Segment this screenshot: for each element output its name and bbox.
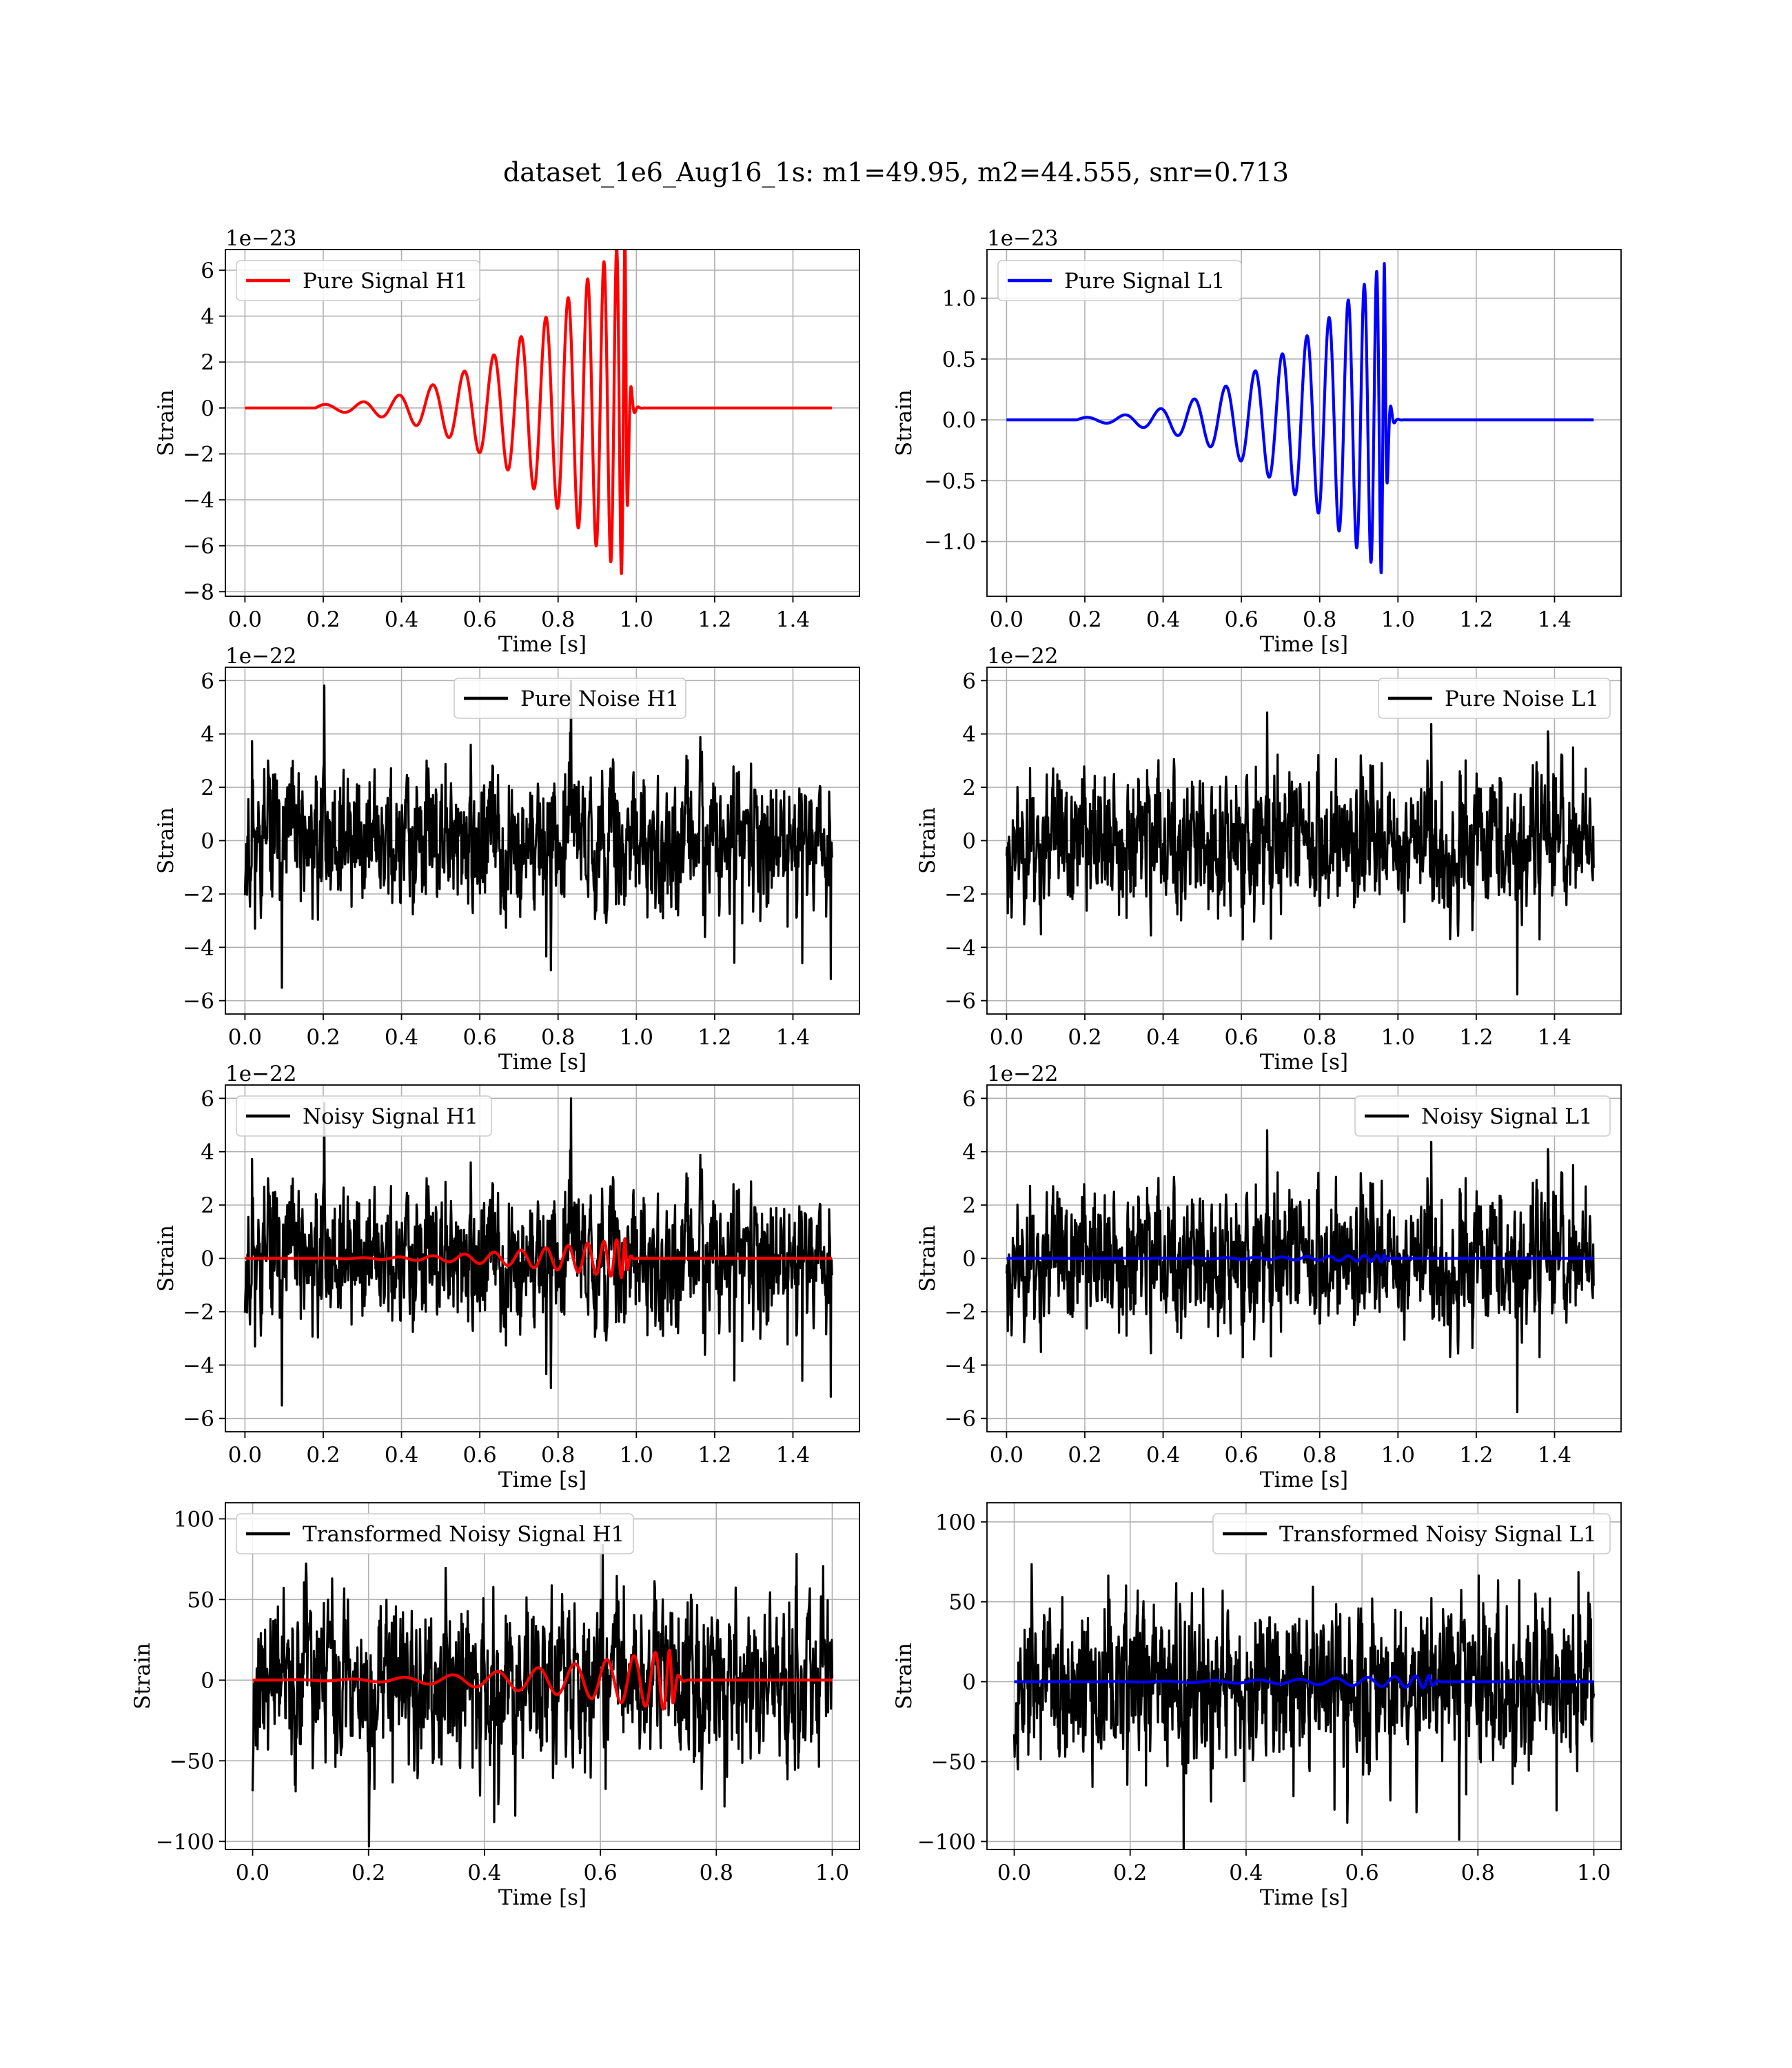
subplot-3: [154, 644, 859, 1075]
x-tick-label: 0.8: [1303, 1025, 1337, 1050]
axis-offset-text: 1e−22: [225, 644, 297, 669]
x-axis-label: Time [s]: [1259, 1468, 1349, 1492]
x-tick-label: 1.2: [698, 1025, 732, 1050]
x-axis-label: Time [s]: [1259, 1885, 1349, 1910]
axis-offset-text: 1e−23: [987, 226, 1059, 251]
legend: [236, 1096, 491, 1136]
y-tick-label: −100: [155, 1829, 214, 1855]
legend: [998, 261, 1241, 301]
subplot-1: [154, 226, 859, 657]
y-tick-label: −4: [183, 1353, 214, 1379]
x-tick-label: 0.4: [384, 1025, 419, 1050]
x-tick-label: 0.0: [235, 1861, 270, 1885]
y-axis-label: Strain: [154, 1225, 179, 1292]
y-tick-label: −2: [944, 1299, 976, 1325]
x-tick-label: 0.0: [227, 1025, 263, 1050]
x-tick-label: 0.0: [227, 1443, 263, 1468]
x-tick-label: 0.6: [1224, 607, 1259, 632]
x-axis-label: Time [s]: [1259, 1050, 1349, 1075]
y-tick-label: 0: [962, 829, 976, 854]
x-tick-label: 0.8: [1303, 607, 1337, 632]
figure-suptitle: dataset_1e6_Aug16_1s: m1=49.95, m2=44.555, snr=0.713: [502, 157, 1290, 187]
x-tick-label: 0.0: [227, 607, 263, 632]
x-tick-label: 1.0: [619, 1025, 653, 1050]
y-tick-label: −1.0: [924, 529, 976, 555]
y-tick-label: 1.0: [941, 286, 976, 312]
legend-label: Pure Noise L1: [1445, 687, 1599, 711]
y-axis-label: Strain: [130, 1643, 155, 1710]
x-tick-label: 0.8: [541, 607, 576, 632]
x-tick-label: 0.4: [384, 607, 419, 632]
x-tick-label: 0.0: [989, 607, 1024, 632]
y-tick-label: 4: [962, 722, 976, 747]
legend: [1378, 678, 1610, 718]
y-tick-label: 0: [201, 1668, 214, 1694]
x-tick-label: 1.2: [698, 1443, 732, 1468]
y-tick-label: 0.0: [941, 408, 976, 434]
x-tick-label: 0.2: [306, 607, 340, 632]
axis-offset-text: 1e−23: [225, 226, 297, 251]
x-tick-label: 1.4: [1537, 607, 1572, 632]
axis-offset-text: 1e−22: [225, 1062, 297, 1086]
y-tick-label: 2: [962, 1193, 976, 1219]
legend-label: Noisy Signal H1: [303, 1104, 478, 1129]
y-axis-label: Strain: [154, 389, 179, 456]
x-tick-label: 1.4: [775, 1443, 811, 1468]
x-axis-label: Time [s]: [498, 632, 587, 657]
x-tick-label: 0.2: [1068, 1025, 1102, 1050]
x-tick-label: 0.0: [989, 1443, 1024, 1468]
y-tick-label: 6: [201, 669, 214, 694]
y-tick-label: 4: [962, 1139, 976, 1165]
x-tick-label: 0.4: [1146, 607, 1181, 632]
y-tick-label: 4: [201, 304, 214, 330]
x-tick-label: 1.2: [1459, 1443, 1494, 1468]
y-tick-label: −6: [183, 534, 214, 559]
y-tick-label: −50: [169, 1749, 214, 1774]
y-tick-label: 0: [201, 829, 214, 854]
x-tick-label: 0.8: [541, 1025, 576, 1050]
y-tick-label: 4: [201, 722, 214, 747]
y-tick-label: −4: [944, 935, 976, 961]
y-tick-label: −2: [183, 1299, 214, 1325]
y-axis-label: Strain: [915, 807, 940, 874]
y-tick-label: 50: [948, 1590, 976, 1615]
x-tick-label: 1.0: [815, 1861, 850, 1885]
y-tick-label: 2: [962, 776, 976, 801]
legend-label: Noisy Signal L1: [1421, 1104, 1593, 1129]
y-tick-label: −6: [944, 989, 976, 1014]
x-tick-label: 1.0: [619, 1443, 653, 1468]
x-tick-label: 0.8: [1460, 1861, 1495, 1885]
legend: [1213, 1514, 1610, 1554]
x-tick-label: 0.6: [462, 1443, 497, 1468]
x-axis-label: Time [s]: [498, 1885, 587, 1910]
subplot-2: [892, 226, 1621, 657]
x-tick-label: 0.2: [1068, 1443, 1102, 1468]
legend-label: Pure Signal H1: [303, 269, 468, 294]
x-tick-label: 0.4: [1146, 1025, 1181, 1050]
y-tick-label: −4: [183, 935, 214, 961]
x-tick-label: 1.0: [1576, 1861, 1611, 1885]
y-tick-label: −6: [944, 1406, 976, 1432]
y-tick-label: −0.5: [924, 469, 976, 494]
x-tick-label: 1.0: [1381, 1025, 1415, 1050]
x-tick-label: 1.4: [775, 607, 811, 632]
subplot-7: [130, 1503, 859, 1910]
y-tick-label: 0: [962, 1246, 976, 1272]
y-tick-label: −4: [944, 1353, 976, 1379]
y-tick-label: 6: [201, 258, 214, 283]
x-tick-label: 0.8: [541, 1443, 576, 1468]
x-tick-label: 0.0: [997, 1861, 1032, 1885]
y-tick-label: −6: [183, 989, 214, 1014]
x-tick-label: 0.2: [306, 1025, 340, 1050]
x-tick-label: 0.4: [467, 1861, 502, 1885]
x-tick-label: 0.6: [1224, 1025, 1259, 1050]
x-tick-label: 0.4: [1146, 1443, 1181, 1468]
x-tick-label: 0.6: [1345, 1861, 1379, 1885]
x-tick-label: 0.2: [1068, 607, 1102, 632]
subplot-6: [915, 1062, 1621, 1492]
y-axis-label: Strain: [892, 1643, 917, 1710]
y-axis-label: Strain: [892, 389, 917, 456]
legend: [236, 1514, 633, 1554]
x-tick-label: 1.0: [1381, 1443, 1415, 1468]
x-tick-label: 0.4: [384, 1443, 419, 1468]
x-tick-label: 1.4: [1537, 1025, 1572, 1050]
y-axis-label: Strain: [154, 807, 179, 874]
x-tick-label: 1.0: [619, 607, 653, 632]
x-tick-label: 0.6: [462, 1025, 497, 1050]
y-tick-label: 0: [962, 1670, 976, 1695]
axis-offset-text: 1e−22: [987, 1062, 1059, 1086]
y-tick-label: −50: [930, 1750, 976, 1775]
x-tick-label: 0.2: [1113, 1861, 1148, 1885]
legend-label: Transformed Noisy Signal L1: [1279, 1522, 1597, 1547]
subplot-8: [892, 1503, 1621, 1910]
y-tick-label: 100: [173, 1507, 214, 1532]
plot-area: [225, 250, 859, 596]
x-axis-label: Time [s]: [498, 1050, 587, 1075]
x-tick-label: 1.2: [698, 607, 732, 632]
y-tick-label: 2: [201, 350, 214, 376]
plot-area: [987, 250, 1621, 596]
y-tick-label: −6: [183, 1406, 214, 1432]
axis-offset-text: 1e−22: [987, 644, 1059, 669]
x-tick-label: 0.2: [352, 1861, 386, 1885]
y-tick-label: −2: [183, 442, 214, 467]
y-tick-label: −100: [917, 1829, 976, 1855]
x-tick-label: 1.0: [1381, 607, 1415, 632]
legend: [236, 261, 480, 301]
x-tick-label: 0.6: [583, 1861, 618, 1885]
legend: [1355, 1096, 1610, 1136]
y-tick-label: 0: [201, 396, 214, 421]
x-tick-label: 0.8: [1303, 1443, 1337, 1468]
y-tick-label: 4: [201, 1139, 214, 1165]
x-tick-label: 0.4: [1229, 1861, 1263, 1885]
x-tick-label: 0.6: [462, 607, 497, 632]
y-tick-label: 6: [201, 1086, 214, 1112]
x-tick-label: 0.0: [989, 1025, 1024, 1050]
y-axis-label: Strain: [915, 1225, 940, 1292]
x-tick-label: 1.4: [1537, 1443, 1572, 1468]
y-tick-label: 2: [201, 1193, 214, 1219]
subplot-4: [915, 644, 1621, 1075]
legend-label: Pure Signal L1: [1064, 269, 1225, 294]
x-axis-label: Time [s]: [1259, 632, 1349, 657]
x-tick-label: 0.8: [699, 1861, 733, 1885]
y-tick-label: 0.5: [941, 347, 976, 372]
y-tick-label: 6: [962, 1086, 976, 1112]
x-tick-label: 0.2: [306, 1443, 340, 1468]
subplot-5: [154, 1062, 859, 1492]
y-tick-label: 0: [201, 1246, 214, 1272]
legend-label: Pure Noise H1: [520, 687, 680, 711]
y-tick-label: −8: [183, 580, 214, 605]
x-tick-label: 1.4: [775, 1025, 811, 1050]
y-tick-label: −4: [183, 488, 214, 514]
x-tick-label: 1.2: [1459, 1025, 1494, 1050]
y-tick-label: −2: [944, 882, 976, 907]
y-tick-label: 50: [187, 1588, 214, 1613]
y-tick-label: −2: [183, 882, 214, 907]
x-tick-label: 0.6: [1224, 1443, 1259, 1468]
x-axis-label: Time [s]: [498, 1468, 587, 1492]
legend: [454, 678, 686, 718]
y-tick-label: 6: [962, 669, 976, 694]
y-tick-label: 100: [935, 1510, 976, 1535]
y-tick-label: 2: [201, 776, 214, 801]
legend-label: Transformed Noisy Signal H1: [303, 1522, 625, 1547]
x-tick-label: 1.2: [1459, 607, 1494, 632]
